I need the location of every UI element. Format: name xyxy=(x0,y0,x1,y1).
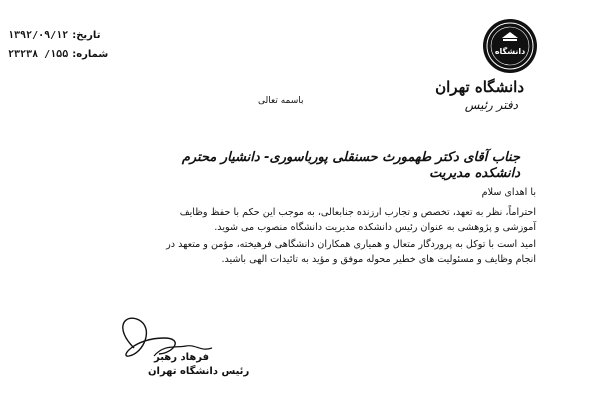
university-seal-icon xyxy=(482,18,538,74)
number-row xyxy=(8,49,108,60)
institution-office: دفتر رئیس xyxy=(464,98,518,112)
addressee-line-1: جناب آقای دکتر طهمورث حسنقلی پورباسوری- دانشیار محترم xyxy=(181,150,520,165)
greeting: با اهدای سلام xyxy=(481,187,536,198)
date-value: ۱۳۹۲/۰۹/۱۲ xyxy=(8,30,69,41)
number-label: شماره: xyxy=(72,49,109,60)
addressee-line-2: دانشکده مدیریت xyxy=(429,166,520,181)
invocation: باسمه تعالی xyxy=(258,96,304,106)
number-value: ۱۵۵/ ۲۳۲۳۸ xyxy=(8,49,69,60)
body-line-3: امید است با توکل به پروردگار متعال و همیاری همکاران دانشگاهی فرهیخته، مؤمن و متعهد در xyxy=(166,239,536,250)
date-row xyxy=(8,30,100,41)
date-label: تاریخ: xyxy=(72,30,101,41)
body-line-4: انجام وظایف و مسئولیت های خطیر محوله موفق و مؤید به تائیدات الهی باشید. xyxy=(221,254,536,265)
signer-title: رئیس دانشگاه تهران xyxy=(148,366,250,377)
signer-name: فرهاد رهبر xyxy=(154,352,210,363)
institution-name: دانشگاه تهران xyxy=(435,78,524,96)
body-line-1: احتراماً، نظر به تعهد، تخصص و تجارب ارزنده جنابعالی، به موجب این حکم با حفظ وظایف xyxy=(179,207,536,218)
seal-text: دانشگاه xyxy=(494,47,526,56)
body-line-2: آموزشی و پژوهشی به عنوان رئیس دانشکده مدیریت دانشگاه منصوب می شوید. xyxy=(214,222,536,233)
